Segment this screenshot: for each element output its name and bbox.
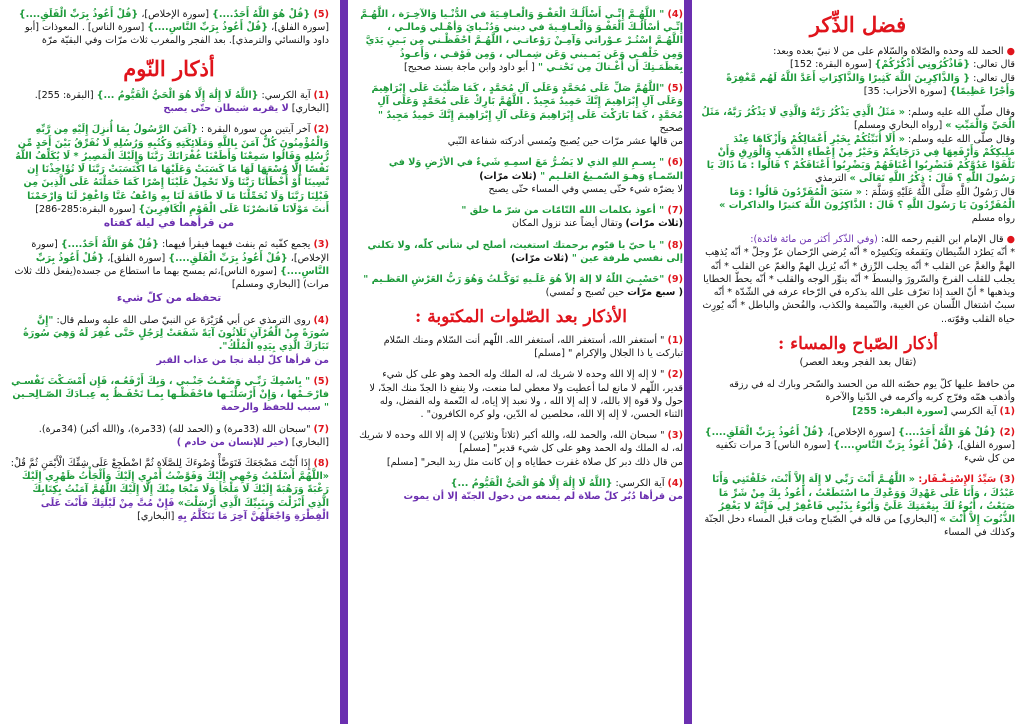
item-8-count: (ثلاث مرّات) bbox=[511, 252, 572, 264]
sleep-4-lead: روى الترمذي عن أبي هُرَيْرَةَ عن النبيّ صلى الله عليه وسلم قال: bbox=[53, 314, 314, 326]
imam-lead: قال الإمام ابن القيم رحمه الله: bbox=[877, 234, 1004, 246]
item-number: (8) bbox=[313, 458, 329, 470]
sleep-5-note: سبب للحفظ والرحمة bbox=[220, 402, 324, 414]
item-number: (3) bbox=[667, 430, 683, 442]
item-9-count: ( سبع مرّات bbox=[627, 287, 683, 299]
quote-1-lead: قال تعالى: bbox=[970, 59, 1015, 71]
quote-1-verse: {فَاذْكُرُونِي أَذْكُرْكُمْ} bbox=[874, 59, 971, 71]
item-number: (3) bbox=[313, 239, 329, 251]
sleep-item-1 bbox=[9, 89, 329, 115]
morning-item-9 bbox=[359, 273, 683, 299]
hadith-1-ref: [رواه البخاري ومسلم] bbox=[854, 120, 946, 132]
quote-1-ref: [سورة البقرة: 152] bbox=[790, 59, 875, 71]
item-number: (9) bbox=[667, 273, 683, 285]
item-3-ref: [البخاري] bbox=[899, 514, 940, 526]
item-6-dua: " بِسـمِ اللهِ الذي لا يَضُـرُّ مَعَ اسمِـهِ شَيءٌ في الأرْضِ وَلا في السّمـاءِ وَهـوَ السّمـيعُ العَلـيم " bbox=[388, 157, 683, 182]
item-number: (7) bbox=[313, 423, 329, 435]
sleep-2-lead: آخر آيتين من سورة البقرة : bbox=[197, 124, 314, 136]
prayer-1-text: " أستغفر الله، أستغفر الله، أستغفر الله. اللّهم أنت السّلام ومنك السّلام تباركت يا ذا الجلال والإكرام " bbox=[383, 334, 683, 360]
sleep-3-note: تحفظه من كلّ شيء bbox=[116, 292, 222, 305]
item-1-text: آية الكرسي bbox=[947, 405, 1000, 417]
hadith-2-lead: وقال صلّى الله عليه وسلم: bbox=[905, 133, 1015, 145]
section-title-sleep: أذكار النّوم bbox=[123, 55, 215, 81]
item-number: (5) bbox=[667, 83, 683, 95]
surah-falaq: {قُلْ أَعُوذُ بِرَبِّ الْفَلَقِ....} bbox=[168, 252, 288, 264]
item-number: (2) bbox=[313, 124, 329, 136]
sleep-1-lead: آية الكرسي: bbox=[258, 89, 314, 101]
item-4-ref: [ أبو داود وابن ماجة بسند صحيح] bbox=[403, 61, 538, 73]
quote-2-lead: قال تعالى: bbox=[970, 72, 1015, 84]
surah-ref: [سورة الإخلاص]، bbox=[31, 239, 329, 264]
item-3-dua: « اللَّهُـمَّ أَنْتَ رَبِّي لا إِلَهَ إِلاَّ أَنْتَ، خَلَقْتَنِي وَأَنَا عَبْدُكَ ، وَأَنَا عَلَى عَهْدِكَ وَوَعْدِكَ ما اسْتَطَعْتُ ، أَعُوذُ بِكَ مِنْ شَرِّ مَا صَنَعْتُ ، أَبُوءُ لَكَ بِنِعْمَتِكَ عَلَيَّ وَأَبُوءُ بِذَنْبِي فَاغْفِرْ لِي فَإِنَّهُ لا يَغْفِرُ الذُّنُوبَ إِلاَّ أَنْتَ » bbox=[712, 474, 1015, 526]
prayer-3-ref-2: [مسلم] bbox=[386, 456, 421, 468]
sleep-4-note: من قرأها كلّ ليلة نجا من عذاب القبر bbox=[156, 354, 329, 366]
item-8-dua: " يا حيّ يا قيّوم برحمتك استغيث، أصلح لي شأني كلّه، ولا تكلني إلى نفسي طرفة عين " bbox=[367, 239, 683, 264]
item-number: (5) bbox=[313, 375, 329, 387]
prayer-item-1 bbox=[359, 334, 683, 360]
morning-intro bbox=[701, 378, 1015, 418]
bullet-icon: ● bbox=[1006, 234, 1015, 246]
item-number: (5) bbox=[313, 9, 329, 20]
item-9-dua: "حَسْبِـيَ اللّهُ لا إلهَ إلاّ هُوَ عَلَـيهِ تَوَكَّـلتُ وَهُوَ رَبُّ العَرْشِ العَظـيم " bbox=[363, 273, 668, 285]
sleep-2-verse: {آمَنَ الرَّسُولُ بِمَا أُنزِلَ إِلَيْهِ مِن رَّبِّهِ وَالْمُؤْمِنُونَ كُلٌّ آمَنَ بِاللَّهِ وَمَلَائِكَتِهِ وَكُتُبِهِ وَرُسُلِهِ لَا نُفَرِّقُ بَيْنَ أَحَدٍ مِّن رُّسُلِهِ وَقَالُوا سَمِعْنَا وَأَطَعْنَا غُفْرَانَكَ رَبَّنَا وَإِلَيْكَ الْمَصِيرُ * لَا يُكَلِّفُ اللَّهُ نَفْسًا إِلَّا وُسْعَهَا لَهَا مَا كَسَبَتْ وَعَلَيْهَا مَا اكْتَسَبَتْ رَبَّنَا لَا تُؤَاخِذْنَا إِن نَّسِينَا أَوْ أَخْطَأْنَا رَبَّنَا وَلَا تَحْمِلْ عَلَيْنَا إِصْرًا كَمَا حَمَلْتَهُ عَلَى الَّذِينَ مِن قَبْلِنَا رَبَّنَا وَلَا تُحَمِّلْنَا مَا لَا طَاقَةَ لَنَا بِهِ وَاعْفُ عَنَّا وَاغْفِرْ لَنَا وَارْحَمْنَا أَنتَ مَوْلَانَا فَانصُرْنَا عَلَى الْقَوْمِ الْكَافِرِينَ} bbox=[15, 124, 329, 215]
surah-ref: [سورة الفلق]، bbox=[104, 252, 169, 264]
imam-paragraph bbox=[701, 233, 1015, 326]
benefits-list: * أنّه يَطرُد الشّيطان ويَقمعُه ويَكسِرُه * أنّه يُرضي الرّحمان عزّ وجلّ * أنّه يُذهِب الهمَّ والغمَّ عن القلب * أنّه يجلب الرِّزق * أنّه يُزيل الهمّ والغمّ عن القلب * أنّه يجلب للقلب الفرحَ والسّرورَ والبسطَ * أنّه ينوِّر الوجه والقلب * أنّه يحطّ الخطايا ويذهبها * أنّ العبد إذا تعرّف على الله بذكره في الرّخاء عرفه في الشّدّة * أنّه سببُ اشتغال اللّسان عن الغيبة، والنّميمة والكذب، والفُحش والباطل * أنّه يُورِث حياة القلب وقوّته.. bbox=[702, 247, 1015, 325]
surah-ref: [سورة الفلق]، bbox=[268, 22, 329, 34]
sleep-1-note: لا يقربه شيطان حتّى يصبح bbox=[163, 103, 289, 115]
quote-2-verse: { وَالذَّاكِرِينَ اللَّهَ كَثِيرًا وَالذَّاكِرَاتِ أَعَدَّ اللَّهُ لَهُم مَّغْفِرَةً وَأَجْرًا عَظِيمًا} bbox=[726, 72, 1015, 97]
morning-item-8 bbox=[359, 239, 683, 265]
surah-falaq: {قُلْ أَعُوذُ بِرَبِّ الْفَلَقِ....} bbox=[704, 426, 825, 438]
surah-nas: {قُلْ أَعُوذُ بِرَبِّ النَّاسِ....} bbox=[35, 252, 329, 277]
sleep-7-note: (خير للإنسان من خادم ) bbox=[176, 436, 289, 448]
surah-nas: {قُلْ أَعُوذُ بِرَبِّ النَّاسِ....} bbox=[833, 440, 955, 451]
sleep-7-text: "سبحان الله (33مرة) و (الحمد لله) (33مرة)، و(الله أكبر) (34مرة). [البخاري] bbox=[38, 423, 329, 448]
sleep-1-ref: [البقرة: 255].[البخاري] bbox=[34, 89, 329, 115]
item-6-note: لا يضرّه شيء حتّى يمسي وفي المساء حتّى يصبح bbox=[488, 183, 683, 195]
bullet-icon: ● bbox=[1006, 46, 1015, 58]
section-subtitle: (تقال بعد الفجر وبعد العصر) bbox=[799, 357, 917, 369]
morning-intro-text: من حافظ عليها كلّ يوم حصّنه الله من الحسد والسّحر وبارك له في رزقه وأذهب همّه وفرّج كربه وأكرمه في الدّنيا والآخرة bbox=[729, 379, 1015, 404]
column-left bbox=[0, 0, 338, 724]
prayer-4-lead: آية الكرسي: bbox=[612, 477, 668, 489]
item-7-dua: " أعوذ بكلمات الله التّامّات من شرّ ما خلق " bbox=[461, 205, 668, 217]
hadith-3-lead: قال رَسُولُ اللَّهِ صَلَّى اللَّهُ عَلَيْهِ وَسَلَّمَ : bbox=[861, 186, 1015, 198]
hadith-2-text: « أَلَا أُنَبِّئُكُمْ بِخَيْرِ أَعْمَالِكُمْ وَأَزْكَاهَا عِنْدَ مَلِيكِكُمْ وَأَرْفَعِهَا فِي دَرَجَاتِكُمْ وَخَيْرٌ مِنْ إِعْطَاءِ الذَّهَبِ وَالْوَرِقِ وَأَنْ تَلْقَوْا عَدُوَّكُمْ فَتَضْرِبُوا أَعْنَاقَهُمْ وَيَضْرِبُوا أَعْنَاقَكُمْ ؟ قَالُوا : مَا ذَاكَ يَا رَسُولَ اللَّهِ ؟ قَالَ : ذِكْرُ اللَّهِ تَعَالَى » bbox=[706, 133, 1015, 185]
item-3-note: من قاله في الصّباح ومات قبل المساء دخل الجنّة وكذلك في المساء bbox=[704, 514, 1015, 539]
item-number: (4) bbox=[313, 314, 329, 326]
item-3-heading: سَيِّدُ الإِسْتِـغْـفَار: bbox=[914, 474, 1000, 486]
item-4-dua: " اللَّهُـمَّ إِنِّـي أَسْأَلُـكَ الْعَفْـوَ وَالْعـافِـيَةَ في الدُّنْـيا وَالآخِـرَة ، اللَّهُـمَّ إِنِّـي أسْأَلُـكَ الْعَفْـوَ وَالْعـافِـيةَ في ديني وَدُنْـيايَ وَأهْـلي وَمالـي ، اللَّهُـمَّ اسْتُـرْ عـوْراتي وَآمِـنْ رَوْعاتـي ، اللَّهُـمَّ احْفَظْـني مِن بَـينِ يَدَيَّ وَمِن خَلْفـي وَعَن يَمـيني وَعَن شِمـالي ، وَمِن فَوْقـي ، وَأَعـوذُ بِعَظَمَـتِكَ أَن أُغْـتالَ مِن تَحْتـي " bbox=[360, 9, 683, 73]
morning-item-5-muawwidhat bbox=[9, 8, 329, 48]
item-number: (2) bbox=[667, 369, 683, 381]
item-7-note: وتقال أيضاً عند نزول المكان bbox=[512, 218, 626, 230]
prayer-item-4 bbox=[359, 477, 683, 503]
item-9-note: حين تُصبح و تُمسي) bbox=[545, 287, 628, 299]
item-5-ref: صحيح bbox=[659, 122, 683, 134]
item-number: (1) bbox=[667, 334, 683, 346]
prayer-item-2 bbox=[359, 368, 683, 421]
item-number: (1) bbox=[999, 405, 1015, 417]
prayer-4-verse: {اللَّهُ لَا إِلَٰهَ إِلَّا هُوَ الْحَيُّ الْقَيُّومُ ...} bbox=[450, 477, 613, 489]
item-number: (4) bbox=[667, 9, 683, 20]
surah-ref: [سورة الإخلاص]، bbox=[138, 9, 213, 20]
sleep-8-note: فَإِنْ مُتَّ مِنْ لَيْلَتِكَ فَأَنْتَ عَلَى الْفِطْرَةِ وَاجْعَلْهُنَّ آخِرَ مَا تَتَكَلَّمُ بِهِ bbox=[40, 497, 329, 522]
sleep-1-verse: {اللَّهُ لَا إِلَٰهَ إِلَّا هُوَ الْحَيُّ الْقَيُّومُ ...} bbox=[96, 89, 259, 101]
morning-item-2 bbox=[701, 426, 1015, 466]
item-number: (2) bbox=[999, 426, 1015, 438]
hadith-1-lead: وقال صلّى الله عليه وسلم: bbox=[905, 107, 1015, 119]
sleep-5-dua: " بِاسْمِكَ رَبِّـي وَضَعْـتُ جَنْـبي ، وَبِكَ أَرْفَعُـه، فَإِن أَمْسَـكْتَ نَفْسـي فارْحَـمْها ، وَإِنْ أَرْسَلْتَـها فاحْفَظْـها بِمـا تَحْفَـظُ بِه عِبـادَكَ الصّـالِحـين " bbox=[11, 375, 329, 414]
sleep-item-4 bbox=[9, 314, 329, 367]
section-title-after-prayer: الأذكار بعد الصّلوات المكتوبة : bbox=[415, 307, 627, 328]
intro-text: الحمد لله وحده والصّلاة والسّلام على من لا نبيّ بعده وبعد: bbox=[773, 46, 1004, 58]
muawwidhat-note: [سورة الناس] . المعوذات [أبو داود والنسائي والترمذي]. بعد الفجر والمغرب ثلاث مرّات وفي البقيّة مرّة bbox=[25, 22, 329, 47]
item-7-count: (ثلاث مرّات) bbox=[625, 218, 683, 230]
sleep-2-note: من قرأهما في ليلة كفتاه bbox=[103, 217, 235, 229]
hadith-paragraph bbox=[701, 106, 1015, 225]
sleep-2-ref: [سورة البقرة:285-286] bbox=[35, 203, 139, 215]
item-2-note: [سورة الناس] 3 مرات تكفيه من كل شيء bbox=[715, 440, 1015, 465]
surah-nas: {قُلْ أَعُوذُ بِرَبِّ النَّاسِ....} bbox=[147, 22, 269, 34]
sleep-item-2 bbox=[9, 123, 329, 230]
hadith-3-text: « سَبَقَ الْمُفَرِّدُونَ قَالُوا : وَمَا الْمُفَرِّدُونَ يَا رَسُولَ اللَّهِ ؟ قَالَ : الذَّاكِرُونَ اللَّهَ كثيرًا والذاكرات » bbox=[719, 186, 1015, 211]
item-number: (6) bbox=[667, 157, 683, 169]
sleep-3-lead: يجمع كفّيه ثم ينفث فيهما فيقرأ فيهما: bbox=[158, 239, 314, 251]
hadith-3-ref: رواه مسلم bbox=[971, 213, 1015, 224]
column-divider bbox=[340, 0, 348, 724]
prayer-item-3 bbox=[359, 429, 683, 469]
item-5-note: من قالها عشر مرّات حين يُصبح ويُمسي أدركته شفاعة النّبي bbox=[447, 136, 683, 148]
item-number: (8) bbox=[667, 239, 683, 251]
item-number: (3) bbox=[999, 474, 1015, 486]
prayer-4-note: من قرأها دُبُر كلّ صلاة لم يمنعه من دخول الجنّة إلا أن يموت bbox=[403, 491, 683, 503]
morning-item-6 bbox=[359, 156, 683, 196]
sleep-8-ref: [البخاري] bbox=[137, 510, 178, 522]
hadith-1-text: « مَثَلُ الَّذِي يَذْكُرُ رَبَّهُ وَالَّذِي لَا يَذْكُرُ رَبَّهُ، مَثَلُ الْحَيِّ وَالْمَيِّتِ » bbox=[701, 107, 1015, 132]
item-6-count: (ثلاث مرّات) bbox=[479, 170, 541, 182]
prayer-3-note: من قال ذلك دبر كل صلاة غفرت خطاياه و إن كانت مثل زبد البحر" bbox=[420, 456, 683, 468]
morning-item-3 bbox=[701, 473, 1015, 539]
section-title-morning-evening: أذكار الصّباح والمساء : bbox=[777, 333, 938, 354]
sleep-8-lead: إِذَا أَتَيْتَ مَضْجَعَكَ فَتَوَضَّأْ وُضُوءَكَ لِلصَّلَاةِ ثُمَّ اضْطَجِعْ عَلَى شِقِّكَ الْأَيْمَنِ ثُمَّ قُلْ: bbox=[10, 458, 314, 470]
morning-item-5 bbox=[359, 82, 683, 148]
sleep-3-ref: [سورة الناس]،ثم يمسح بهما ما استطاع من جسده(يفعل ذلك ثلاث مرات) [البخاري ومسلم] bbox=[14, 265, 329, 291]
item-1-ref: [سورة البقرة: 255] bbox=[852, 405, 948, 417]
surah-ikhlas: {قُلْ هُوَ اللَّهُ أَحَدٌ....} bbox=[60, 239, 159, 251]
surah-ref: [سورة الفلق]، bbox=[954, 440, 1015, 451]
intro-paragraph bbox=[701, 45, 1015, 98]
morning-item-4 bbox=[359, 8, 683, 74]
sleep-item-7 bbox=[9, 423, 329, 449]
sleep-4-hadith: "إِنَّ سُورَةً مِنْ الْقُرْآنِ ثَلَاثُونَ آيَةً شَفَعَتْ لِرَجُلٍ حَتَّى غُفِرَ لَهُ وَهِيَ سُورَةُ تَبَارَكَ الَّذِي بِيَدِهِ الْمُلْكُ". bbox=[23, 314, 329, 353]
item-number: (7) bbox=[667, 205, 683, 217]
item-number: (4) bbox=[667, 477, 683, 489]
sleep-item-3 bbox=[9, 238, 329, 305]
sleep-item-5 bbox=[9, 375, 329, 415]
column-right bbox=[692, 0, 1024, 724]
sleep-item-8 bbox=[9, 457, 329, 523]
morning-item-7 bbox=[359, 204, 683, 230]
surah-ref: [سورة الإخلاص]، bbox=[824, 426, 899, 438]
column-middle bbox=[350, 0, 692, 724]
section-title-virtue-of-dhikr: فضل الذِّكر bbox=[809, 12, 907, 37]
item-5-dua: "اللَّهُمَّ صَلِّ عَلَى مُحَمَّدٍ وَعَلَى آلِ مُحَمَّدٍ ، كَمَا صَلَّيْتَ عَلَى إِبْرَاهِيمَ وَعَلَى آلِ إِبْرَاهِيمَ إِنَّكَ حَمِيدٌ مَجِيدٌ . اللَّهُمَّ بَارِكْ عَلَى مُحَمَّدٍ وَعَلَى آلِ مُحَمَّدٍ ، كَمَا بَارَكْتَ عَلَى إِبْرَاهِيمَ وَعَلَى آلِ إِبْرَاهِيمَ إِنَّكَ حَمِيدٌ مَجِيدٌ " bbox=[371, 83, 683, 121]
surah-ikhlas: {قُلْ هُوَ اللَّهُ أَحَدٌ....} bbox=[898, 426, 1000, 438]
prayer-1-ref: [مسلم] bbox=[534, 348, 568, 360]
surah-ikhlas: {قُلْ هُوَ اللَّهُ أَحَدٌ....} bbox=[212, 9, 314, 20]
prayer-3-text: " سبحان الله، والحمد لله، والله أكبر (ثلاثاً وثلاثين) لا إله إلا الله وحده لا شريك له، له الملك وله الحمد وهو على كل شيء قدير" bbox=[359, 430, 683, 455]
hadith-2-ref: الترمذي bbox=[815, 173, 850, 185]
prayer-2-text: " لا إله إلا الله وحده لا شريك له، له الملك وله الحمد وهو على كل شيء قدير، اللّهم لا مانع لما أعطيت ولا معطي لما منعت، ولا ينفع ذا الجدّ منك الجدّ، لا حول ولا قوة إلا بالله، لا إله إلا الله ، ولا نعبد إلا إياه، له النّعمة وله الفضل، وله الثناء الحسن، لا إله إلا الله، مخلصين له الدّين، ولو كره الكافرون" . bbox=[369, 369, 683, 421]
imam-heading: (وفي الذّكر أكثر من مائة فائدة): bbox=[750, 234, 878, 246]
quote-2-ref: [سورة الأحزاب: 35] bbox=[863, 85, 950, 97]
surah-falaq: {قُلْ أَعُوذُ بِرَبِّ الْفَلَقِ....} bbox=[18, 9, 139, 20]
prayer-3-ref: [مسلم] bbox=[459, 443, 493, 455]
sleep-8-dua: «اللَّهُمَّ أَسْلَمْتُ وَجْهِي إِلَيْكَ وَفَوَّضْتُ أَمْرِي إِلَيْكَ وَأَلْجَأْتُ ظَهْرِي إِلَيْكَ رَغْبَةً وَرَهْبَةً إِلَيْكَ لَا مَلْجَأَ وَلَا مَنْجَا مِنْكَ إِلَّا إِلَيْكَ اللَّهُمَّ آمَنْتُ بِكِتَابِكَ الَّذِي أَنْزَلْتَ وَبِنَبِيِّكَ الَّذِي أَرْسَلْتَ» bbox=[21, 471, 329, 509]
item-number: (1) bbox=[313, 89, 329, 101]
